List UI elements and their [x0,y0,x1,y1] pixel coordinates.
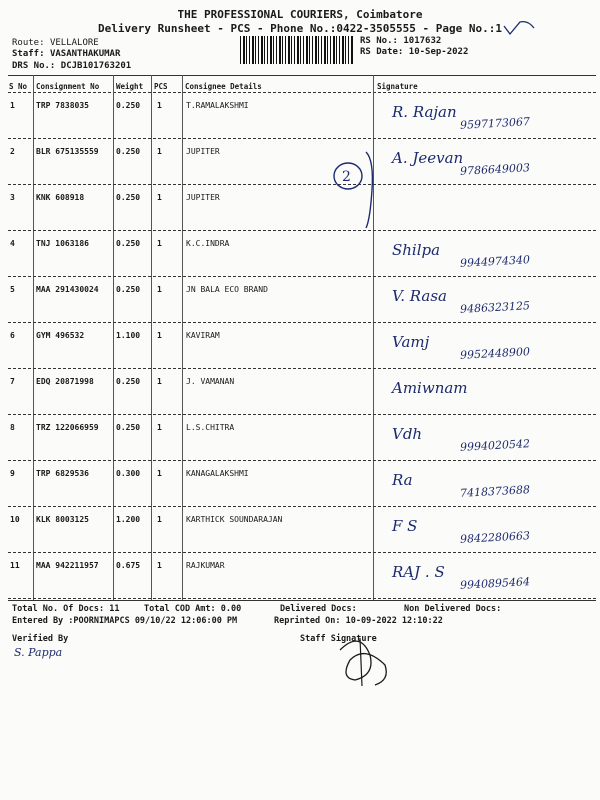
row-consignment-no: BLR 675135559 [36,147,99,156]
row-pcs: 1 [157,561,162,570]
row-signature-phone: 9842280663 [459,529,531,546]
row-pcs: 1 [157,101,162,110]
row-signature-name: V. Rasa [392,287,447,305]
total-docs [12,604,120,614]
row-signature-phone: 9944974340 [459,253,531,270]
non-delivered-docs-label: Non Delivered Docs: [404,604,502,614]
row-weight: 0.250 [116,377,141,386]
svg-text:2: 2 [342,169,351,185]
row-consignee: JUPITER [186,193,220,202]
row-divider [8,368,596,369]
col-head-signature: Signature [377,82,418,91]
company-title: THE PROFESSIONAL COURIERS, Coimbatore [177,8,423,21]
row-consignment-no: TRP 7838035 [36,101,89,110]
row-consignment-no: MAA 291430024 [36,285,99,294]
row-consignment-no: TRP 6829536 [36,469,89,478]
col-head-weight: Weight [116,82,144,91]
row-signature-name: Shilpa [392,241,441,259]
row-divider [8,230,596,231]
col-head-sno: S No [9,82,28,91]
reprinted-on: Reprinted On: 10-09-2022 12:10:22 [274,616,443,626]
row-sno: 1 [10,101,15,110]
row-consignee: K.C.INDRA [186,239,230,248]
table-header-rule [8,92,596,93]
row-signature-name: Ra [392,471,413,489]
rs-date-value: 10-Sep-2022 [408,47,469,57]
verified-signature: S. Pappa [14,646,63,659]
entered-by: Entered By :POORNIMAPCS 09/10/22 12:06:00 PM [12,616,238,626]
row-signature-phone: 9940895464 [459,575,531,592]
staff-line [12,49,120,59]
route-value: VELLALORE [49,38,99,48]
row-consignee: KANAGALAKSHMI [186,469,249,478]
row-consignee: L.S.CHITRA [186,423,235,432]
row-divider [8,414,596,415]
row-consignee: J. VAMANAN [186,377,235,386]
row-consignee: KAVIRAM [186,331,220,340]
row-weight: 0.250 [116,239,141,248]
col-divider [113,75,114,600]
col-head-consignee: Consignee Details [185,82,262,91]
row-sno: 9 [10,469,15,478]
row-consignment-no: MAA 942211957 [36,561,99,570]
rs-no-line [360,36,441,46]
row-signature-phone: 9597173067 [459,115,531,132]
row-weight: 0.250 [116,423,141,432]
row-signature-name: Amiwnam [392,379,468,397]
route-line [12,38,99,48]
row-consignee: KARTHICK SOUNDARAJAN [186,515,283,524]
row-pcs: 1 [157,193,162,202]
row-weight: 0.250 [116,101,141,110]
row-divider [8,184,596,185]
footer-rule [8,600,596,601]
col-head-consignment: Consignment No [36,82,100,91]
row-consignee: JN BALA ECO BRAND [186,285,268,294]
table-top-rule [8,75,596,76]
rs-no-label: RS No.: [360,36,398,46]
runsheet-subtitle: Delivery Runsheet - PCS - Phone No.:0422-3505555 - Page No.:1 [98,22,502,35]
row-pcs: 1 [157,469,162,478]
total-cod-label: Total COD Amt: [144,604,216,614]
row-signature-phone: 9486323125 [459,299,531,316]
page-check-mark-icon [500,18,540,38]
row-signature-phone: 9952448900 [459,345,531,362]
row-pcs: 1 [157,239,162,248]
total-cod-value: 0.00 [220,604,242,614]
row-signature-name: F S [392,517,418,535]
total-docs-value: 11 [109,604,120,614]
total-cod [144,604,241,614]
row-divider [8,322,596,323]
row-consignment-no: GYM 496532 [36,331,85,340]
row-consignment-no: KNK 608918 [36,193,85,202]
total-docs-label: Total No. Of Docs: [12,604,105,614]
route-label: Route: [12,38,45,48]
drs-label: DRS No.: [12,61,56,71]
row-pcs: 1 [157,515,162,524]
row-weight: 1.100 [116,331,141,340]
row-signature-name: Vdh [392,425,423,443]
rs-date-line [360,47,468,57]
row-pcs: 1 [157,331,162,340]
row-signature-name: R. Rajan [392,103,457,121]
row-signature-phone: 7418373688 [459,483,531,500]
staff-signature-label: Staff Signature [300,634,377,644]
drs-line [12,61,131,71]
row-pcs: 1 [157,147,162,156]
col-divider [182,75,183,600]
row-signature-phone: 9994020542 [459,437,531,454]
row-sno: 5 [10,285,15,294]
row-weight: 0.300 [116,469,141,478]
delivered-docs-label: Delivered Docs: [280,604,357,614]
row-consignment-no: EDQ 20871998 [36,377,94,386]
row-weight: 1.200 [116,515,141,524]
staff-value: VASANTHAKUMAR [49,49,121,59]
drs-value: DCJB101763201 [60,61,132,71]
row-consignee: JUPITER [186,147,220,156]
row-consignee: T.RAMALAKSHMI [186,101,249,110]
row-weight: 0.675 [116,561,141,570]
staff-label: Staff: [12,49,45,59]
verified-by-label: Verified By [12,634,69,644]
row-consignment-no: KLK 8003125 [36,515,89,524]
barcode [240,36,354,64]
bracket-mark-icon [364,150,378,230]
row-pcs: 1 [157,285,162,294]
row-signature-name: RAJ . S [392,563,445,581]
row-signature-name: A. Jeevan [392,149,464,167]
row-pcs: 1 [157,377,162,386]
rs-no-value: 1017632 [403,36,442,46]
circled-mark-icon [330,158,366,194]
row-sno: 3 [10,193,15,202]
row-signature-name: Vamj [392,333,430,351]
row-divider [8,598,596,599]
col-divider [151,75,152,600]
col-divider [33,75,34,600]
row-divider [8,460,596,461]
row-consignee: RAJKUMAR [186,561,225,570]
col-head-pcs: PCS [154,82,168,91]
row-divider [8,506,596,507]
row-sno: 2 [10,147,15,156]
staff-signature-scribble [330,630,400,690]
row-consignment-no: TRZ 122066959 [36,423,99,432]
row-sno: 7 [10,377,15,386]
row-weight: 0.250 [116,193,141,202]
row-divider [8,276,596,277]
row-pcs: 1 [157,423,162,432]
row-sno: 6 [10,331,15,340]
row-divider [8,138,596,139]
row-signature-phone: 9786649003 [459,161,531,178]
row-divider [8,552,596,553]
row-weight: 0.250 [116,285,141,294]
row-sno: 8 [10,423,15,432]
row-weight: 0.250 [116,147,141,156]
rs-date-label: RS Date: [360,47,404,57]
row-sno: 10 [10,515,20,524]
row-sno: 11 [10,561,20,570]
row-sno: 4 [10,239,15,248]
row-consignment-no: TNJ 1063186 [36,239,89,248]
